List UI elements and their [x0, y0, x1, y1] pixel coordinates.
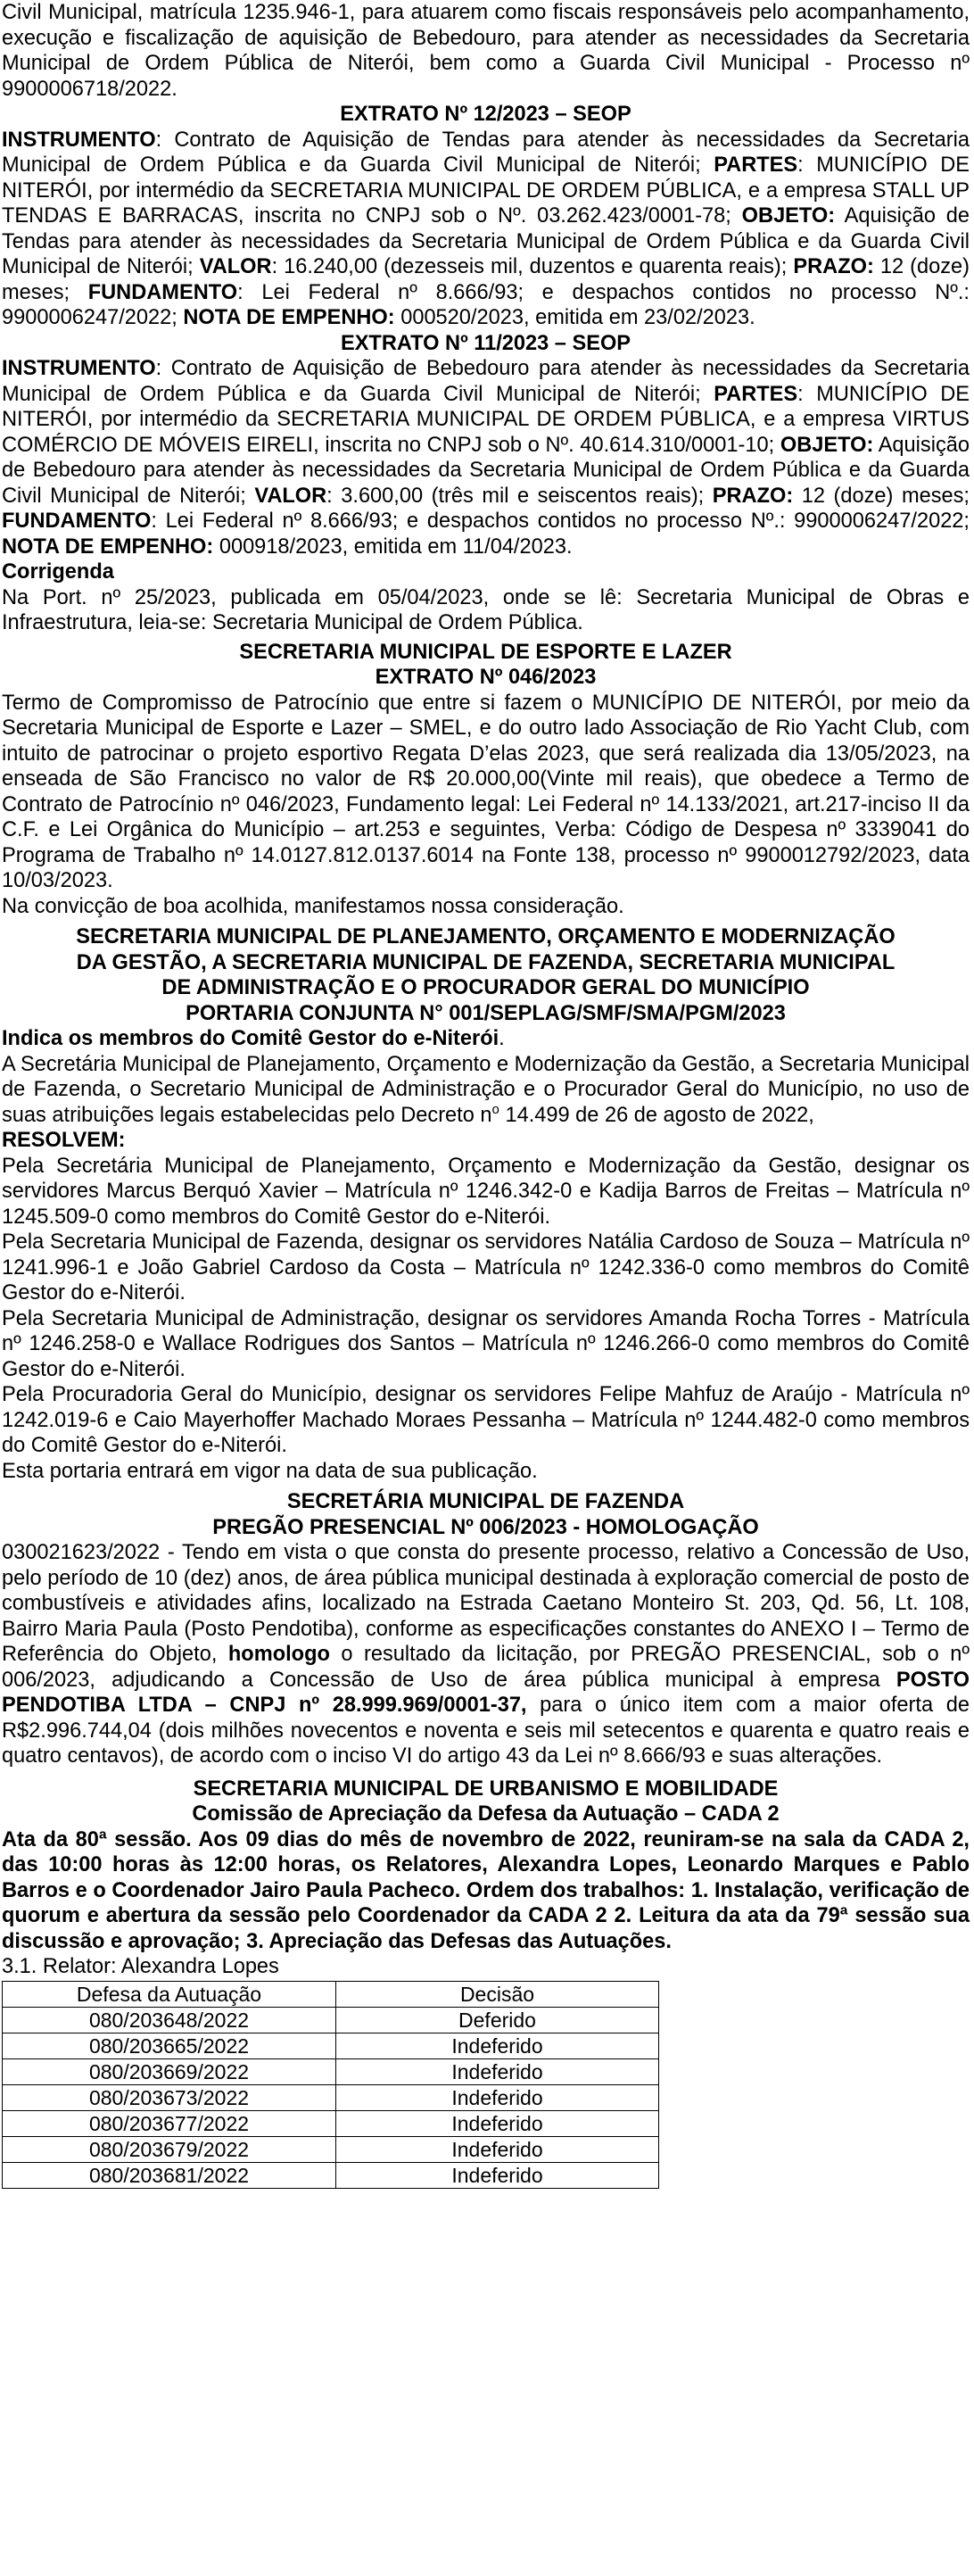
- conjunta-paragraph-4: Pela Procuradoria Geral do Município, designar os servidores Felipe Mahfuz de Araújo - Matrícula nº 1242.019-6 e Caio Mayerhoffer Machado Moraes Pessanha – Matrícula nº 1244.482-0 como membros do Comitê Gestor do e-Niterói.: [2, 1383, 970, 1457]
- cell-decisao: Indeferido: [336, 2084, 659, 2110]
- decisions-table: [2, 1981, 659, 2189]
- text-instrumento: : Contrato de Aquisição de Tendas para atender às necessidades da Secretaria Municipal de Ordem Pública e da Guarda Civil Municipal de Niterói;: [2, 128, 970, 177]
- table-row: [3, 2110, 659, 2136]
- text-fundamento: : Lei Federal nº 8.666/93; e despachos contidos no processo Nº.: 9900006247/2022;: [151, 509, 970, 533]
- text-partes: : MUNICÍPIO DE NITERÓI, por intermédio da SECRETARIA MUNICIPAL DE ORDEM PÚBLICA, e a empresa VIRTUS COMÉRCIO DE MÓVEIS EIRELI, inscrita no CNPJ sob o Nº. 40.614.310/0001-10;: [2, 382, 970, 457]
- conjunta-subject: [2, 1026, 970, 1052]
- fazenda-empresa: POSTO PENDOTIBA LTDA – CNPJ nº 28.999.969/0001-37,: [2, 1668, 970, 1717]
- column-header-decisao: Decisão: [336, 1981, 659, 2007]
- label-partes: PARTES: [714, 382, 798, 406]
- text-instrumento: : Contrato de Aquisição de Bebedouro para atender às necessidades da Secretaria Municipal de Ordem Pública e da Guarda Civil Municipal de Niterói;: [2, 357, 970, 406]
- extrato-11-body: [2, 356, 970, 559]
- ata-text: Ata da 80ª sessão. Aos 09 dias do mês de novembro de 2022, reuniram-se na sala da CADA 2, das 10:00 horas às 12:00 horas, os Relatores, Alexandra Lopes, Leonardo Marques e Pablo Barros e o Coordenador Jairo Paula Pacheco. Ordem dos trabalhos: 1. Instalação, verificação de quorum e abertura da sessão pelo Coordenador da CADA 2 2. Leitura da ata da 79ª sessão sua discussão e aprovação; 3. Apreciação das Defesas das Autuações.: [2, 1827, 970, 1953]
- resolvem-label: RESOLVEM:: [2, 1129, 126, 1152]
- paragraph-continuation: Civil Municipal, matrícula 1235.946-1, para atuarem como fiscais responsáveis pelo acompanhamento, execução e fiscalização de aquisição de Bebedouro, para atender as necessidades da Secretaria Municipal de Ordem Pública de Niterói, bem como a Guarda Civil Municipal - Processo nº 9900006718/2022.: [2, 1, 970, 101]
- text-objeto: Aquisição de Tendas para atender às necessidades da Secretaria Municipal de Ordem Pública e da Guarda Civil Municipal de Niterói;: [2, 204, 970, 278]
- conjunta-resolvem: [2, 1128, 970, 1154]
- label-fundamento: FUNDAMENTO: [87, 280, 238, 304]
- cell-defesa: 080/203677/2022: [3, 2110, 336, 2136]
- extrato-11-title: EXTRATO Nº 11/2023 – SEOP: [340, 331, 631, 355]
- esporte-closing: Na convicção de boa acolhida, manifestamos nossa consideração.: [2, 894, 624, 918]
- label-instrumento: INSTRUMENTO: [2, 357, 156, 380]
- label-objeto: OBJETO:: [780, 433, 874, 457]
- cell-defesa: 080/203669/2022: [3, 2058, 336, 2084]
- cell-decisao: Indeferido: [336, 2162, 659, 2188]
- extrato-12-title: EXTRATO Nº 12/2023 – SEOP: [340, 103, 631, 126]
- text-fundamento: : Lei Federal nº 8.666/93; e despachos contidos no processo Nº.: 9900006247/2022;: [2, 280, 970, 329]
- label-nota-empenho: NOTA DE EMPENHO:: [2, 534, 214, 559]
- cell-defesa: 080/203648/2022: [3, 2007, 336, 2033]
- conjunta-intro-end: 14.499 de 26 de agosto de 2022,: [499, 1103, 814, 1127]
- label-objeto: OBJETO:: [741, 204, 836, 228]
- conjunta-closing: Esta portaria entrará em vigor na data de sua publicação.: [2, 1459, 538, 1483]
- conjunta-title: PORTARIA CONJUNTA N° 001/SEPLAG/SMF/SMA/PGM/2023: [186, 1001, 786, 1025]
- label-prazo: PRAZO:: [712, 484, 794, 508]
- table-row: [3, 2007, 659, 2033]
- cell-decisao: Indeferido: [336, 2110, 659, 2136]
- conjunta-heading-line-2: DA GESTÃO, A SECRETARIA MUNICIPAL DE FAZENDA, SECRETARIA MUNICIPAL: [76, 950, 896, 974]
- conjunta-subject-end: .: [499, 1027, 505, 1050]
- label-valor: VALOR: [199, 255, 272, 278]
- table-row: [3, 2162, 659, 2188]
- text-prazo: 12 (doze) meses;: [793, 484, 970, 508]
- fazenda-text-1: 030021623/2022 - Tendo em vista o que consta do presente processo, relativo a Concessão de Uso, pelo período de 10 (dez) anos, de área pública municipal destinada à exploração comercial de posto de combustíveis e atividades afins, localizado na Estrada Caetano Monteiro St. 203, Qd. 56, Lt. 108, Bairro Maria Paula (Posto Pendotiba), conforme as especificações constantes do ANEXO I – Termo de Referência do Objeto,: [2, 1541, 970, 1666]
- conjunta-intro-superscript: o: [491, 1101, 499, 1117]
- table-header-row: [3, 1981, 659, 2007]
- esporte-extrato-title: EXTRATO Nº 046/2023: [375, 666, 597, 689]
- cell-defesa: 080/203673/2022: [3, 2084, 336, 2110]
- text-objeto: Aquisição de Bebedouro para atender às necessidades da Secretaria Municipal de Ordem Pública e da Guarda Civil Municipal de Niterói;: [2, 433, 970, 508]
- text-prazo: 12 (doze) meses;: [2, 255, 970, 304]
- urbanismo-ata: [2, 1827, 970, 1955]
- fazenda-body: [2, 1540, 970, 1769]
- table-row: [3, 2136, 659, 2162]
- corrigenda-label: Corrigenda: [2, 560, 114, 584]
- table-row: [3, 2084, 659, 2110]
- fazenda-title: PREGÃO PRESENCIAL Nº 006/2023 - HOMOLOGAÇÃO: [212, 1515, 759, 1539]
- cell-decisao: Indeferido: [336, 2058, 659, 2084]
- cell-decisao: Indeferido: [336, 2136, 659, 2162]
- esporte-body: Termo de Compromisso de Patrocínio que entre si fazem o MUNICÍPIO DE NITERÓI, por meio da Secretaria Municipal de Esporte e Lazer – SMEL, e do outro lado Associação de Rio Yacht Club, com intuito de patrocinar o projeto esportivo Regata D’elas 2023, que será realizada dia 13/05/2023, na enseada de São Francisco no valor de R$ 20.000,00(Vinte mil reais), que obedece a Termo de Contrato de Patrocínio nº 046/2023, Fundamento legal: Lei Federal nº 14.133/2021, art.217-inciso II da C.F. e Lei Orgânica do Município – art.253 e seguintes, Verba: Código de Despesa nº 3339041 do Programa de Trabalho nº 14.0127.812.0137.6014 na Fonte 138, processo nº 9900012792/2023, data 10/03/2023.: [2, 691, 970, 892]
- text-nota-empenho: 000520/2023, emitida em 23/02/2023.: [394, 306, 755, 329]
- column-header-defesa: Defesa da Autuação: [3, 1981, 336, 2007]
- label-partes: PARTES: [714, 153, 798, 177]
- text-nota-empenho: 000918/2023, emitida em 11/04/2023.: [213, 534, 573, 559]
- conjunta-paragraph-3: Pela Secretaria Municipal de Administração, designar os servidores Amanda Rocha Torres - Matrícula nº 1246.258-0 e Wallace Rodrigues dos Santos – Matrícula nº 1246.266-0 como membros do Comitê Gestor do e-Niterói.: [2, 1306, 970, 1381]
- conjunta-paragraph-1: Pela Secretária Municipal de Planejamento, Orçamento e Modernização da Gestão, designar os servidores Marcus Berquó Xavier – Matrícula nº 1246.342-0 e Kadija Barros de Freitas – Matrícula nº 1245.509-0 como membros do Comitê Gestor do e-Niterói.: [2, 1154, 970, 1229]
- fazenda-homologo: homologo: [227, 1643, 330, 1666]
- conjunta-paragraph-2: Pela Secretaria Municipal de Fazenda, designar os servidores Natália Cardoso de Souza – Matrícula nº 1241.996-1 e João Gabriel Cardoso da Costa – Matrícula nº 1242.336-0 como membros do Comitê Gestor do e-Niterói.: [2, 1230, 970, 1305]
- label-nota-empenho: NOTA DE EMPENHO:: [183, 306, 395, 329]
- label-prazo: PRAZO:: [793, 255, 874, 278]
- label-fundamento: FUNDAMENTO: [2, 509, 152, 533]
- fazenda-text-3: para o único item com a maior oferta de R$2.996.744,04 (dois milhões novecentos e noventa e seis mil setecentos e quarenta e quatro reais e quatro centavos), de acordo com o inciso VI do artigo 43 da Lei nº 8.666/93 e suas alterações.: [2, 1694, 970, 1768]
- extrato-12-body: [2, 128, 970, 331]
- corrigenda-title: [2, 559, 970, 585]
- label-instrumento: INSTRUMENTO: [2, 128, 156, 152]
- urbanismo-title: Comissão de Apreciação da Defesa da Autuação – CADA 2: [192, 1802, 780, 1826]
- conjunta-subject-bold: Indica os membros do Comitê Gestor do e-Niterói: [2, 1027, 499, 1050]
- cell-defesa: 080/203681/2022: [3, 2162, 336, 2188]
- text-valor: : 16.240,00 (dezesseis mil, duzentos e quarenta reais);: [271, 255, 794, 278]
- corrigenda-text: Na Port. nº 25/2023, publicada em 05/04/2023, onde se lê: Secretaria Municipal de Obras e Infraestrutura, leia-se: Secretaria Municipal de Ordem Pública.: [2, 585, 970, 634]
- conjunta-heading-line-3: DE ADMINISTRAÇÃO E O PROCURADOR GERAL DO MUNICÍPIO: [161, 976, 810, 999]
- conjunta-intro: [2, 1052, 970, 1129]
- conjunta-heading-line-1: SECRETARIA MUNICIPAL DE PLANEJAMENTO, ORÇAMENTO E MODERNIZAÇÃO: [76, 925, 896, 948]
- table-row: [3, 2033, 659, 2058]
- fazenda-heading: SECRETÁRIA MUNICIPAL DE FAZENDA: [286, 1490, 685, 1513]
- esporte-heading: SECRETARIA MUNICIPAL DE ESPORTE E LAZER: [239, 640, 732, 664]
- cell-defesa: 080/203665/2022: [3, 2033, 336, 2058]
- text-valor: : 3.600,00 (três mil e seiscentos reais);: [326, 484, 713, 508]
- cell-defesa: 080/203679/2022: [3, 2136, 336, 2162]
- urbanismo-heading: SECRETARIA MUNICIPAL DE URBANISMO E MOBILIDADE: [193, 1777, 779, 1801]
- cell-decisao: Deferido: [336, 2007, 659, 2033]
- label-valor: VALOR: [254, 484, 327, 508]
- table-row: [3, 2058, 659, 2084]
- cell-decisao: Indeferido: [336, 2033, 659, 2058]
- fazenda-text-2: o resultado da licitação, por PREGÃO PRESENCIAL, sob o nº 006/2023, adjudicando a Concessão de Uso de área pública municipal à empresa: [2, 1643, 970, 1692]
- urbanismo-relator: 3.1. Relator: Alexandra Lopes: [2, 1955, 279, 1978]
- text-partes: : MUNICÍPIO DE NITERÓI, por intermédio da SECRETARIA MUNICIPAL DE ORDEM PÚBLICA, e a empresa STALL UP TENDAS E BARRACAS, inscrita no CNPJ sob o Nº. 03.262.423/0001-78;: [2, 153, 970, 228]
- conjunta-intro-text: A Secretária Municipal de Planejamento, Orçamento e Modernização da Gestão, a Secretaria Municipal de Fazenda, o Secretario Municipal de Administração e o Procurador Geral do Município, no uso de suas atribuições legais estabelecidas pelo Decreto n: [2, 1052, 970, 1127]
